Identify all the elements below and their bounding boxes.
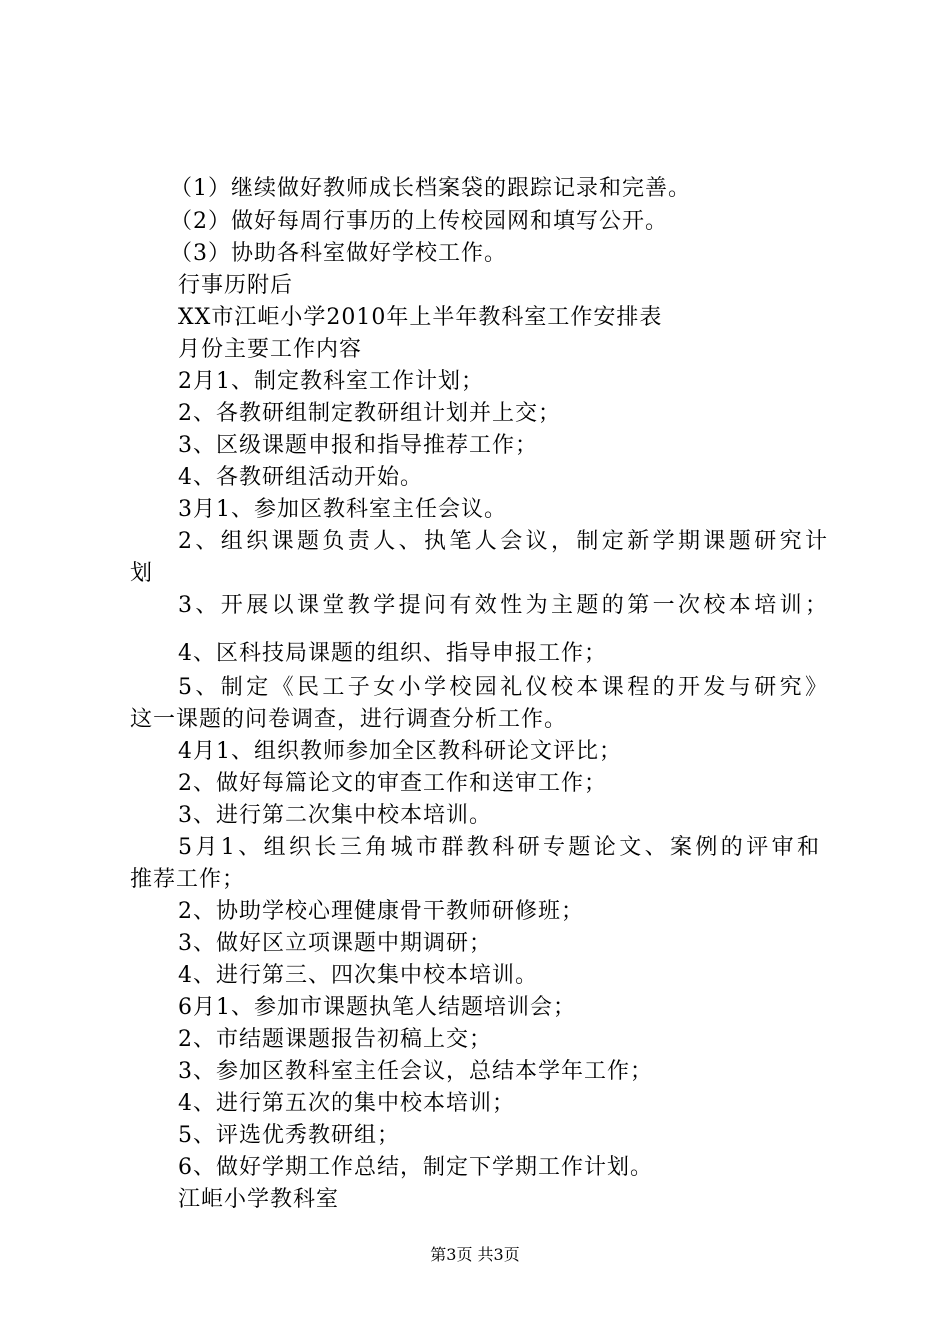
text-line: XX市江岠小学2010年上半年教科室工作安排表 — [178, 305, 663, 330]
text-line: （2）做好每周行事历的上传校园网和填写公开。 — [170, 209, 668, 234]
text-line: 2、协助学校心理健康骨干教师研修班； — [178, 899, 584, 924]
text-line: 2、市结题课题报告初稿上交； — [178, 1027, 492, 1052]
text-line: 这一课题的问卷调查，进行调查分析工作。 — [130, 707, 568, 732]
text-line: 2、组织课题负责人、执笔人会议，制定新学期课题研究计 — [178, 529, 831, 554]
text-line: 5、评选优秀教研组； — [178, 1123, 400, 1148]
text-line: 4、各教研组活动开始。 — [178, 465, 423, 490]
text-line: 3、开展以课堂教学提问有效性为主题的第一次校本培训； — [178, 593, 831, 618]
text-line: 6月1、参加市课题执笔人结题培训会； — [178, 995, 576, 1020]
text-line: 4、进行第五次的集中校本培训； — [178, 1091, 515, 1116]
text-line: 4、进行第三、四次集中校本培训。 — [178, 963, 538, 988]
text-line: 2月1、制定教科室工作计划； — [178, 369, 484, 394]
text-line: 划 — [130, 561, 154, 586]
text-line: 行事历附后 — [178, 273, 294, 298]
text-line: 2、各教研组制定教研组计划并上交； — [178, 401, 561, 426]
text-line: 3、做好区立项课题中期调研； — [178, 931, 492, 956]
page-number-footer: 第3页 共3页 — [430, 1245, 520, 1264]
text-line: 2、做好每篇论文的审查工作和送审工作； — [178, 771, 607, 796]
text-line: 月份主要工作内容 — [178, 337, 363, 362]
text-line: （3）协助各科室做好学校工作。 — [170, 241, 507, 266]
text-line: 5、制定《民工子女小学校园礼仪校本课程的开发与研究》 — [178, 675, 831, 700]
text-line: 3月1、参加区教科室主任会议。 — [178, 497, 507, 522]
text-line: 3、进行第二次集中校本培训。 — [178, 803, 492, 828]
text-line: 4月1、组织教师参加全区教科研论文评比； — [178, 739, 622, 764]
text-line: 4、区科技局课题的组织、指导申报工作； — [178, 641, 607, 666]
text-line: 5月1、组织长三角城市群教科研专题论文、案例的评审和 — [178, 835, 823, 860]
text-line: 江岠小学教科室 — [178, 1187, 340, 1212]
text-line: 推荐工作； — [130, 867, 246, 892]
text-line: 3、参加区教科室主任会议，总结本学年工作； — [178, 1059, 653, 1084]
text-line: 3、区级课题申报和指导推荐工作； — [178, 433, 538, 458]
text-line: 6、做好学期工作总结，制定下学期工作计划。 — [178, 1155, 653, 1180]
text-line: （1）继续做好教师成长档案袋的跟踪记录和完善。 — [170, 176, 691, 201]
